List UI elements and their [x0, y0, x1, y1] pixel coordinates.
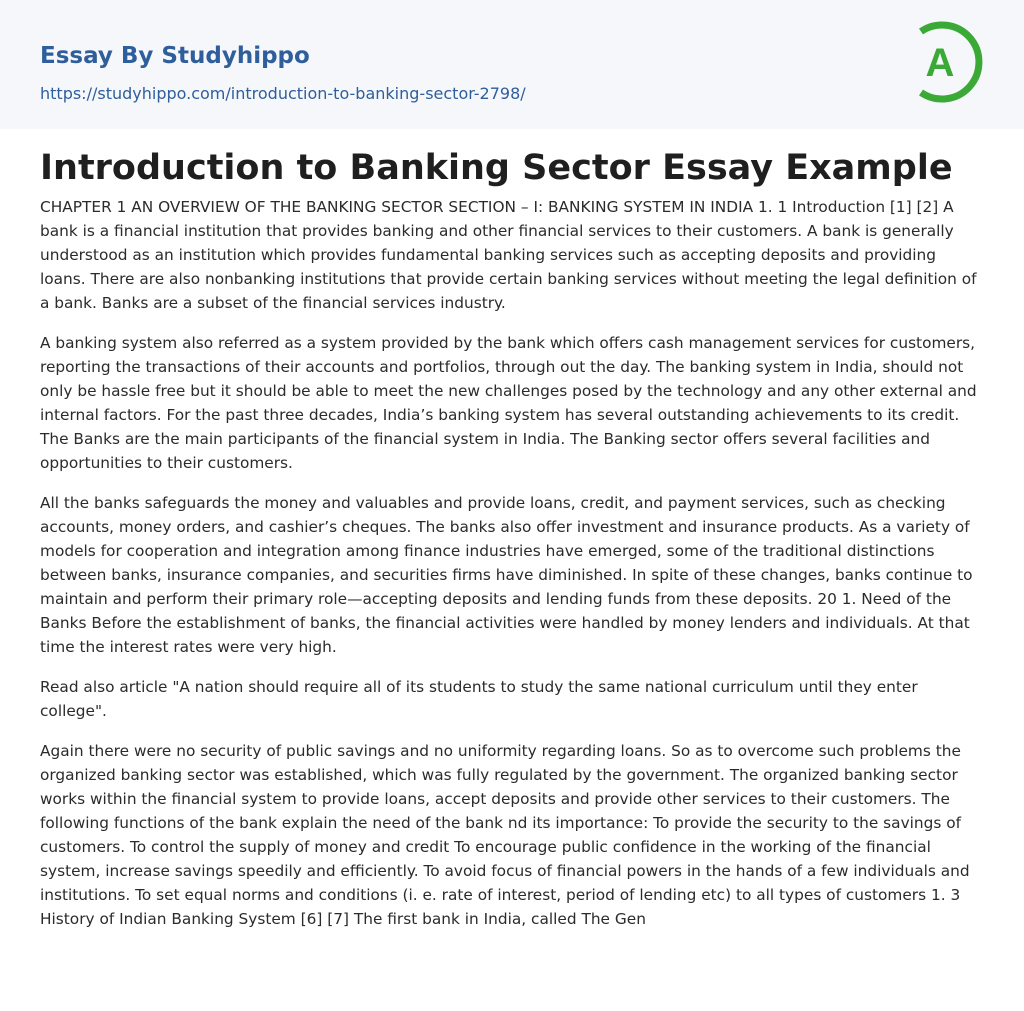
article-body	[40, 195, 984, 947]
paragraph: All the banks safeguards the money and valuables and provide loans, credit, and payment services, such as checking accounts, money orders, and cashier’s cheques. The banks also offer investment and insurance products. As a variety of models for cooperation and integration among finance industries have emerged, some of the traditional distinctions between banks, insurance companies, and securities firms have diminished. In spite of these changes, banks continue to maintain and perform their primary role—accepting deposits and lending funds from these deposits. 20 1. Need of the Banks Before the establishment of banks, the financial activities were handled by money lenders and individuals. At that time the interest rates were very high.	[40, 494, 973, 656]
studyhippo-logo-icon[interactable]	[910, 18, 988, 106]
read-also-paragraph: Read also article "A nation should require all of its students to study the same national curriculum until they enter college".	[40, 678, 918, 720]
paragraph: A banking system also referred as a system provided by the bank which offers cash management services for customers, reporting the transactions of their accounts and portfolios, through out the day. The banking system in India, should not only be hassle free but it should be able to meet the new challenges posed by the technology and any other external and internal factors. For the past three decades, India’s banking system has several outstanding achievements to its credit. The Banks are the main participants of the financial system in India. The Banking sector offers several facilities and opportunities to their customers.	[40, 334, 977, 472]
logo-letter: A	[925, 41, 955, 85]
site-title[interactable]: Essay By Studyhippo	[40, 43, 310, 69]
paragraph: Again there were no security of public savings and no uniformity regarding loans. So as to overcome such problems the organized banking sector was established, which was fully regulated by the government. The organized banking sector works within the financial system to provide loans, accept deposits and provide other services to their customers. The following functions of the bank explain the need of the bank nd its importance: To provide the security to the savings of customers. To control the supply of money and credit To encourage public confidence in the working of the financial system, increase savings speedily and efficiently. To avoid focus of financial powers in the hands of a few individuals and institutions. To set equal norms and conditions (i. e. rate of interest, period of lending etc) to all types of customers 1. 3 History of Indian Banking System [6] [7] The first bank in India, called The Gen	[40, 742, 970, 928]
site-header	[0, 0, 1024, 129]
paragraph: CHAPTER 1 AN OVERVIEW OF THE BANKING SECTOR SECTION – I: BANKING SYSTEM IN INDIA 1. 1 Introduction [1] [2] A bank is a financial institution that provides banking and other financial services to their customers. A bank is generally understood as an institution which provides fundamental banking services such as accepting deposits and providing loans. There are also nonbanking institutions that provide certain banking services without meeting the legal definition of a bank. Banks are a subset of the financial services industry.	[40, 198, 977, 312]
page-title: Introduction to Banking Sector Essay Example	[40, 148, 953, 188]
essay-url-link[interactable]: https://studyhippo.com/introduction-to-banking-sector-2798/	[40, 84, 526, 103]
